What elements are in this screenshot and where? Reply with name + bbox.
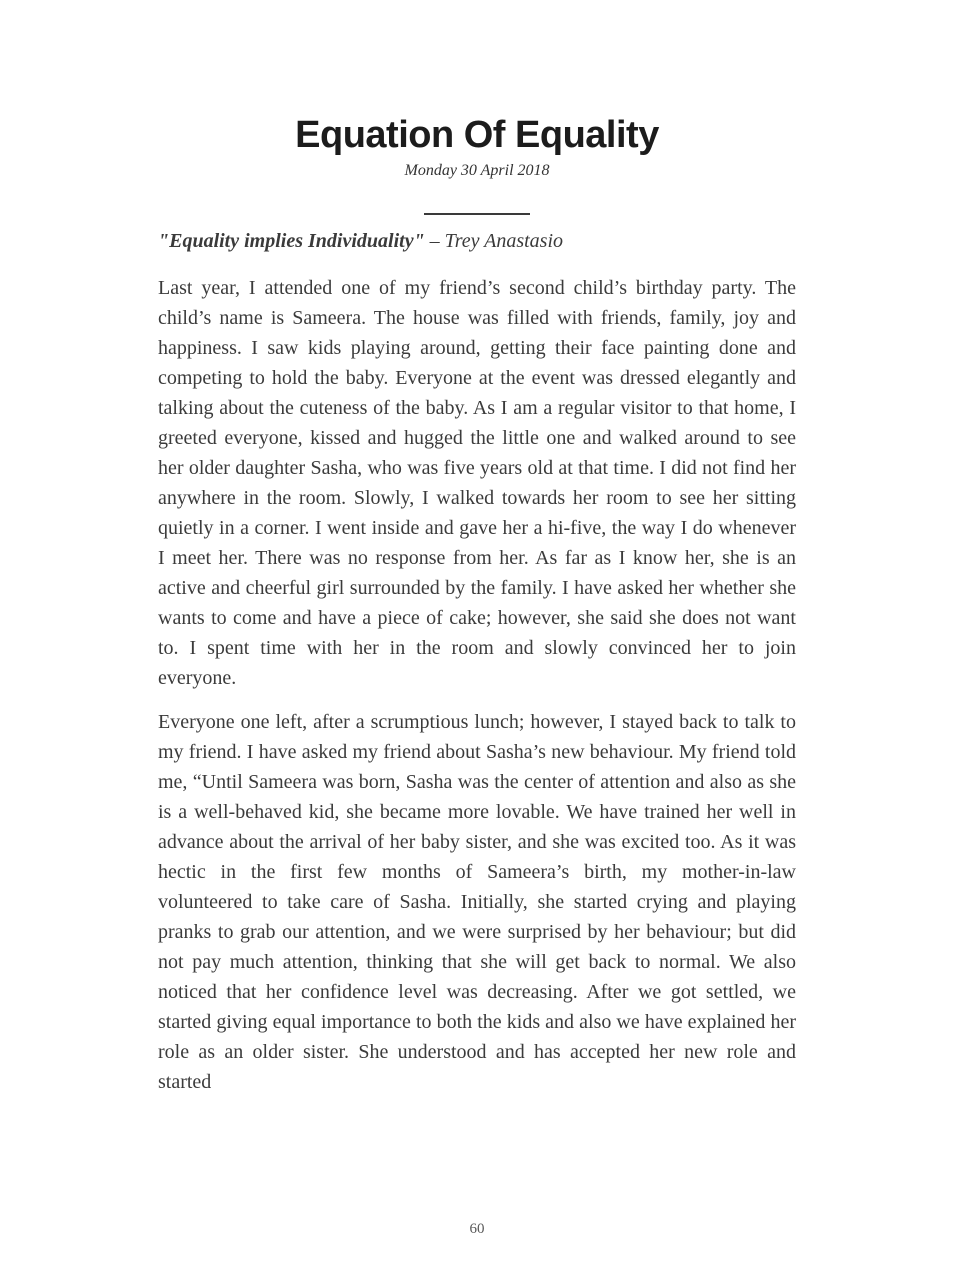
- paragraph-1: Last year, I attended one of my friend’s second child’s birthday party. The child’s name is Sameera. The house was filled with friends, family, joy and happiness. I saw kids playing around, getting their face painting done and competing to hold the baby. Everyone at the event was dressed elegantly and talking about the cuteness of the baby. As I am a regular visitor to that home, I greeted everyone, kissed and hugged the little one and walked around to see her older daughter Sasha, who was five years old at that time. I did not find her anywhere in the room. Slowly, I walked towards her room to see her sitting quietly in a corner. I went inside and gave her a hi-five, the way I do whenever I meet her. There was no response from her. As far as I know her, she is an active and cheerful girl surrounded by the family. I have asked her whether she wants to come and have a piece of cake; however, she said she does not want to. I spent time with her in the room and slowly convinced her to join everyone.: [158, 277, 796, 689]
- quote-text: "Equality implies Individuality": [158, 230, 425, 252]
- paragraph-2: Everyone one left, after a scrumptious lunch; however, I stayed back to talk to my friend. I have asked my friend about Sasha’s new behaviour. My friend told me, “Until Sameera was born, Sasha was the center of attention and also as she is a well-behaved kid, she became more lovable. We have trained her well in advance about the arrival of her baby sister, and she was excited too. As it was hectic in the first few months of Sameera’s birth, my mother-in-law volunteered to take care of Sasha. Initially, she started crying and playing pranks to grab our attention, and we were surprised by her behaviour; but did not pay much attention, thinking that she will get back to normal. We also noticed that her confidence level was decreasing. After we got settled, we started giving equal importance to both the kids and also we have explained her role as an older sister. She understood and has accepted her new role and started: [158, 711, 796, 1093]
- quote-attribution: – Trey Anastasio: [424, 230, 564, 252]
- section-divider: [424, 213, 530, 215]
- document-body: [158, 228, 796, 1097]
- quote-line: [158, 228, 796, 254]
- page-number: 60: [469, 1221, 485, 1237]
- date-subtitle: Monday 30 April 2018: [404, 162, 550, 179]
- page-title: Equation Of Equality: [295, 114, 659, 156]
